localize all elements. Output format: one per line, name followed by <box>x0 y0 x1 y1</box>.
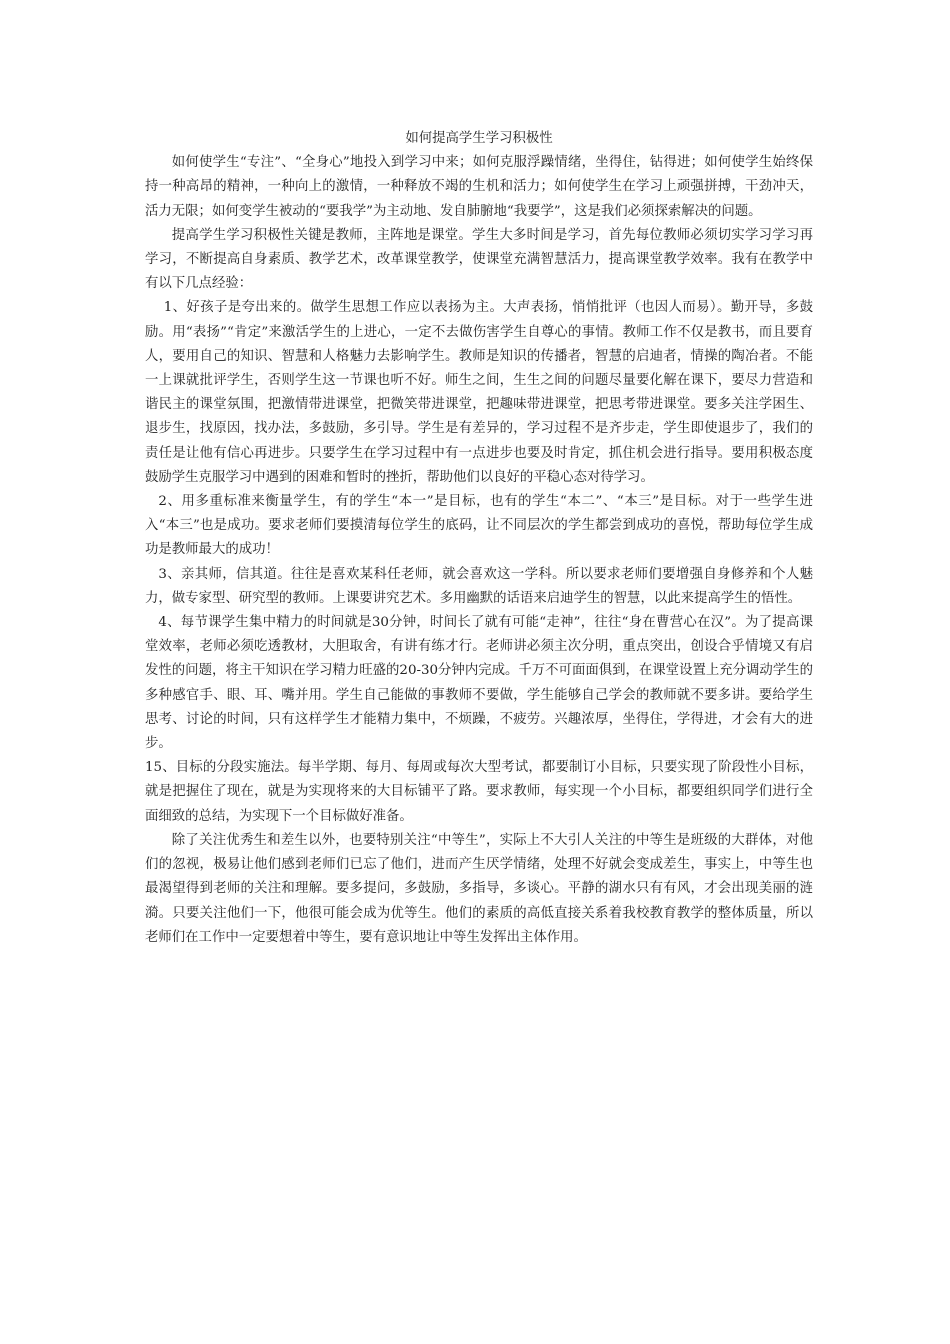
document-body <box>145 127 813 950</box>
intro-paragraph: 如何使学生“专注”、“全身心”地投入到学习中来；如何克服浮躁情绪，坐得住，钻得进；如何使学生始终保持一种高昂的精神，一种向上的激情，一种释放不竭的生机和活力；如何使学生在学习上顽强拼搏，干劲冲天，活力无限；如何变学生被动的“要我学”为主动地、发自肺腑地“我要学”，这是我们必须探索解决的问题。 <box>145 155 813 219</box>
point-3-paragraph: 3、亲其师，信其道。往往是喜欢某科任老师，就会喜欢这一学科。所以要求老师们要增强自身修养和个人魅力，做专家型、研究型的教师。上课要讲究艺术。多用幽默的话语来启迪学生的智慧，以此来提高学生的悟性。 <box>145 566 813 606</box>
point-15-paragraph: 15、目标的分段实施法。每半学期、每月、每周或每次大型考试，都要制订小目标，只要实现了阶段性小目标，就是把握住了现在，就是为实现将来的大目标铺平了路。要求教师，每实现一个小目标，都要组织同学们进行全面细致的总结，为实现下一个目标做好准备。 <box>145 760 813 824</box>
document-title: 如何提高学生学习积极性 <box>405 131 553 146</box>
key-point-paragraph: 提高学生学习积极性关键是教师，主阵地是课堂。学生大多时间是学习，首先每位教师必须切实学习学习再学习，不断提高自身素质、教学艺术，改革课堂教学，使课堂充满智慧活力，提高课堂教学效率。我有在教学中有以下几点经验： <box>145 227 813 292</box>
point-4-paragraph: 4、每节课学生集中精力的时间就是30分钟，时间长了就有可能“走神”，往往“身在曹营心在汉”。为了提高课堂效率，老师必须吃透教材，大胆取舍，有讲有练才行。老师讲必须主次分明，重点突出，创设合乎情境又有启发性的问题，将主干知识在学习精力旺盛的20-30分钟内完成。千万不可面面俱到，在课堂设置上充分调动学生的多种感官手、眼、耳、嘴并用。学生自己能做的事教师不要做，学生能够自己学会的教师就不要多讲。要给学生思考、讨论的时间，只有这样学生才能精力集中，不烦躁，不疲劳。兴趣浓厚，坐得住，学得进，才会有大的进步。 <box>145 615 813 752</box>
point-2-paragraph: 2、用多重标准来衡量学生，有的学生“本一”是目标，也有的学生“本二”、“本三”是目标。对于一些学生进入“本三”也是成功。要求老师们要摸清每位学生的底码，让不同层次的学生都尝到成功的喜悦，帮助每位学生成功是教师最大的成功！ <box>145 494 813 558</box>
point-1-paragraph: 1、好孩子是夸出来的。做学生思想工作应以表扬为主。大声表扬，悄悄批评（也因人而易）。勤开导，多鼓励。用“表扬”“肯定”来激活学生的上进心，一定不去做伤害学生自尊心的事情。教师工作不仅是教书，而且要育人，要用自己的知识、智慧和人格魅力去影响学生。教师是知识的传播者，智慧的启迪者，情操的陶冶者。不能一上课就批评学生，否则学生这一节课也听不好。师生之间，生生之间的问题尽量要化解在课下，要尽力营造和谐民主的课堂氛围，把激情带进课堂，把微笑带进课堂，把趣味带进课堂，把思考带进课堂。要多关注学困生、退步生，找原因，找办法，多鼓励，多引导。学生是有差异的，学习过程不是齐步走，学生即使退步了，我们的责任是让他有信心再进步。只要学生在学习过程中有一点进步也要及时肯定，抓住机会进行指导。要用积极态度鼓励学生克服学习中遇到的困难和暂时的挫折，帮助他们以良好的平稳心态对待学习。 <box>145 300 813 485</box>
middle-students-paragraph: 除了关注优秀生和差生以外，也要特别关注“中等生”，实际上不大引人关注的中等生是班级的大群体，对他们的忽视，极易让他们感到老师们已忘了他们，进而产生厌学情绪，处理不好就会变成差生，事实上，中等生也最渴望得到老师的关注和理解。要多提问，多鼓励，多指导，多谈心。平静的湖水只有有风，才会出现美丽的涟漪。只要关注他们一下，他很可能会成为优等生。他们的素质的高低直接关系着我校教育教学的整体质量，所以老师们在工作中一定要想着中等生，要有意识地让中等生发挥出主体作用。 <box>145 832 813 945</box>
